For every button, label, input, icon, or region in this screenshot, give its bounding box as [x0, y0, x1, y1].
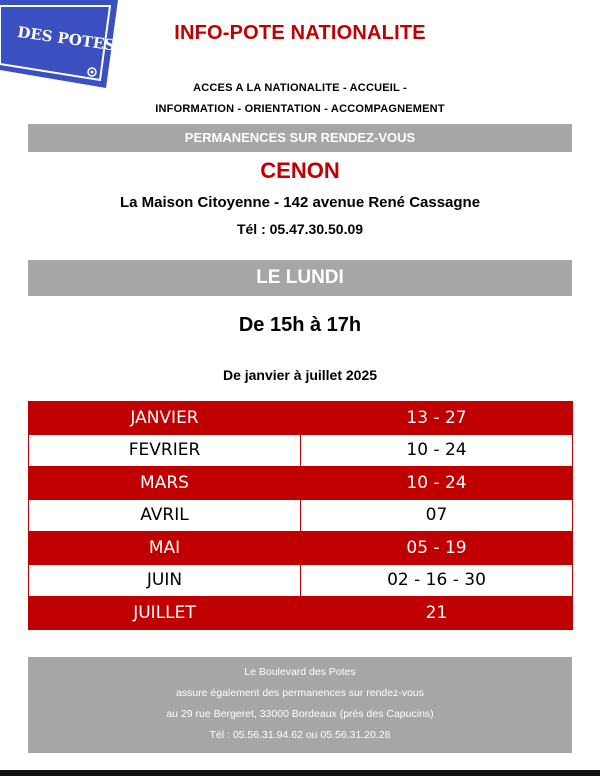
bottom-divider	[0, 770, 600, 776]
subtitle-line-2: INFORMATION - ORIENTATION - ACCOMPAGNEMENT	[155, 103, 445, 115]
hours: De 15h à 17h	[238, 314, 362, 336]
period: De janvier à juillet 2025	[222, 367, 378, 383]
table-row	[29, 467, 573, 500]
table-row	[29, 532, 573, 565]
dates-cell: 07	[301, 499, 573, 532]
phone-number: Tél : 05.47.30.50.09	[236, 221, 364, 237]
table-row	[29, 434, 573, 467]
logo-text: DES POTES	[16, 22, 117, 55]
table-row	[29, 564, 573, 597]
footer-org-name: Le Boulevard des Potes	[244, 666, 356, 678]
footer-phone: Tél : 05.56.31.94.62 ou 05.56.31.20.28	[209, 729, 391, 741]
city-name: CENON	[260, 158, 340, 183]
logo	[0, 0, 125, 95]
month-cell: JUIN	[29, 564, 301, 597]
schedule-table	[28, 401, 573, 630]
table-row	[29, 597, 573, 630]
month-cell: JUILLET	[29, 597, 301, 630]
dates-cell: 10 - 24	[301, 467, 573, 500]
page-title: INFO-POTE NATIONALITE	[174, 22, 426, 44]
month-cell: JANVIER	[29, 402, 301, 435]
table-row	[29, 402, 573, 435]
footer-address: au 29 rue Bergeret, 33000 Bordeaux (près des Capucins)	[166, 708, 434, 720]
subtitle-line-1: ACCES A LA NATIONALITE - ACCUEIL -	[193, 82, 407, 94]
dates-cell: 05 - 19	[301, 532, 573, 565]
footer-box	[28, 657, 572, 753]
footer-description: assure également des permanences sur rendez-vous	[175, 687, 425, 699]
day-banner: LE LUNDI	[28, 260, 572, 296]
address: La Maison Citoyenne - 142 avenue René Cassagne	[119, 194, 481, 211]
dates-cell: 13 - 27	[301, 402, 573, 435]
month-cell: AVRIL	[29, 499, 301, 532]
month-cell: MARS	[29, 467, 301, 500]
month-cell: MAI	[29, 532, 301, 565]
permanence-banner: PERMANENCES SUR RENDEZ-VOUS	[28, 124, 572, 152]
month-cell: FEVRIER	[29, 434, 301, 467]
dates-cell: 10 - 24	[301, 434, 573, 467]
dates-cell: 21	[301, 597, 573, 630]
dates-cell: 02 - 16 - 30	[301, 564, 573, 597]
table-row	[29, 499, 573, 532]
